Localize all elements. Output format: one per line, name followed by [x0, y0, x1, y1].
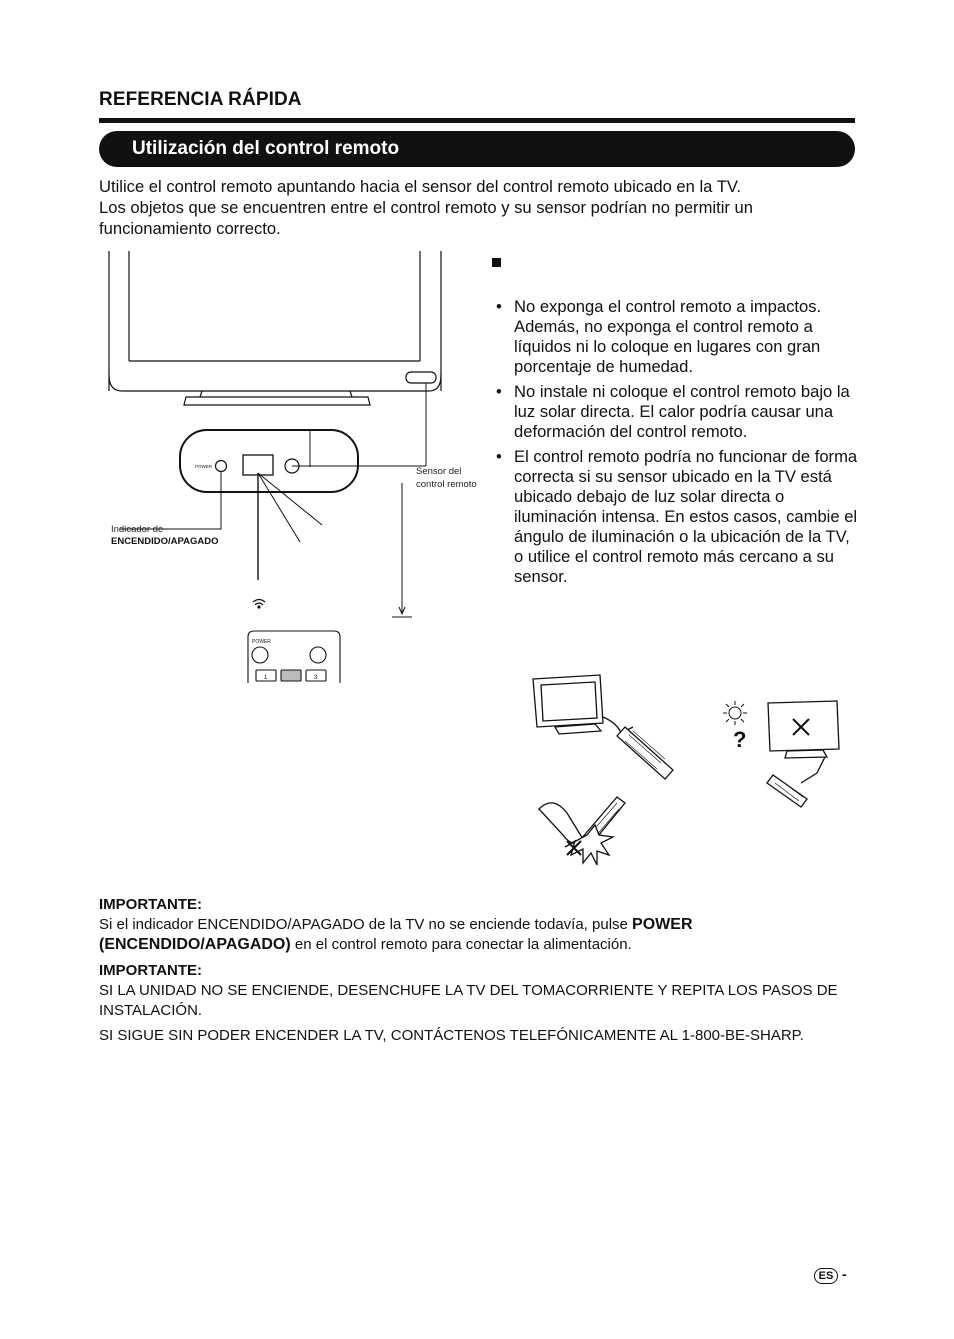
important-text-2: SI LA UNIDAD NO SE ENCIENDE, DESENCHUFE LA TV DEL TOMACORRIENTE Y REPITA LOS PASOS DE INSTALACIÓN.	[99, 982, 838, 1019]
tv-blocked-illustration	[767, 701, 839, 807]
important-notice-2	[99, 961, 859, 1046]
power-small-label: POWER	[195, 464, 213, 469]
indicator-label-line1: Indicador de	[111, 524, 164, 535]
remote-key-3: 3	[314, 675, 318, 681]
remote-power-label: POWER	[252, 639, 271, 645]
tv-remote-illustration	[533, 675, 673, 779]
important-text-1	[99, 915, 859, 955]
power-bold-sublabel: (ENCENDIDO/APAGADO)	[99, 936, 291, 953]
language-badge: ES	[814, 1268, 838, 1284]
precaution-item: • No exponga el control remoto a impactos. Además, no exponga el control remoto a líquidos ni lo coloque en lugares con gran porcentaje de humedad.	[496, 297, 858, 377]
important-heading-2: IMPORTANTE:	[99, 962, 203, 979]
important-notice-1	[99, 895, 859, 955]
intro-paragraph	[99, 176, 859, 239]
tv-sensor-diagram	[100, 245, 490, 695]
important-text-1-after: en el control remoto para conectar la alimentación.	[290, 936, 632, 953]
indicator-label-line2: ENCENDIDO/APAGADO	[111, 536, 219, 547]
remote-key-1: 1	[264, 675, 268, 681]
title-rule	[99, 118, 855, 123]
power-bold-label: POWER	[632, 916, 693, 933]
question-mark-icon: ?	[733, 727, 747, 752]
subsection-title: Utilización del control remoto	[99, 131, 855, 167]
precaution-item: • No instale ni coloque el control remoto bajo la luz solar directa. El calor podría causar una deformación del control remoto.	[496, 382, 858, 442]
intro-line-3: funcionamiento correcto.	[99, 219, 281, 238]
precaution-illustrations	[525, 665, 855, 885]
section-marker-square	[492, 258, 501, 267]
impact-illustration	[539, 797, 625, 865]
section-title: REFERENCIA RÁPIDA	[99, 89, 302, 110]
intro-line-1: Utilice el control remoto apuntando hacia el sensor del control remoto ubicado en la TV.	[99, 177, 742, 196]
sun-icon	[723, 701, 747, 725]
important-text-3: SI SIGUE SIN PODER ENCENDER LA TV, CONTÁCTENOS TELEFÓNICAMENTE AL 1-800-BE-SHARP.	[99, 1027, 804, 1044]
sensor-label-line1: Sensor del	[416, 466, 462, 477]
precaution-list	[496, 297, 858, 592]
page-number-dash: -	[842, 1266, 847, 1282]
important-heading-1: IMPORTANTE:	[99, 896, 203, 913]
sensor-closeup	[120, 430, 426, 617]
signal-wave-icon	[253, 600, 265, 609]
sensor-label-line2: control remoto	[416, 479, 477, 490]
intro-line-2: Los objetos que se encuentren entre el control remoto y su sensor podrían no permitir un	[99, 198, 753, 217]
important-text-1-before: Si el indicador ENCENDIDO/APAGADO de la TV no se enciende todavía, pulse	[99, 916, 633, 933]
precaution-item: • El control remoto podría no funcionar de forma correcta si su sensor ubicado en la TV está ubicado debajo de luz solar directa o iluminación intensa. En estos casos, cambie el ángulo de iluminación o la ubicación de la TV, o utilice el control remoto más cercano a su sensor.	[496, 447, 858, 587]
tv-illustration	[109, 251, 441, 405]
